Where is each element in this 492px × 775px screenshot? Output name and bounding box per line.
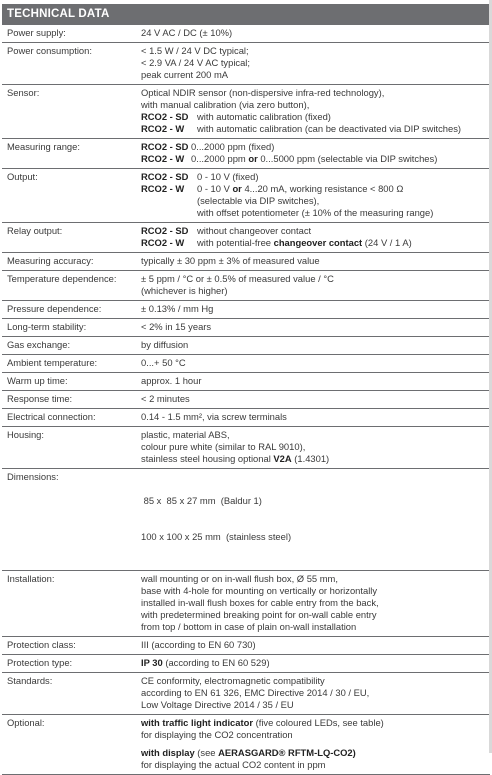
row-dimensions xyxy=(2,469,490,571)
model-sd: RCO2 - SD xyxy=(141,171,189,182)
value-line: with predetermined breaking point for on-wall cable entry xyxy=(141,609,377,620)
sd-text: 0 - 10 V (fixed) xyxy=(197,171,259,182)
value xyxy=(138,657,490,669)
value xyxy=(138,573,490,633)
or-word: or xyxy=(232,183,242,194)
label: Measuring range: xyxy=(7,141,80,152)
w-text-b: (24 V / 1 A) xyxy=(364,237,412,248)
w-text-a: 0...2000 ppm xyxy=(191,153,246,164)
w-line xyxy=(141,123,490,135)
section-header: TECHNICAL DATA xyxy=(2,4,490,25)
row-long-term-stability xyxy=(2,319,490,337)
w-line xyxy=(141,183,490,195)
value-line: < 2.9 VA / 24 V AC typical; xyxy=(141,57,250,68)
housing-material-code: (1.4301) xyxy=(294,453,330,464)
row-protection-class xyxy=(2,637,490,655)
traffic-light-cont: for displaying the CO2 concentration xyxy=(141,729,293,740)
display-brand: AERASGARD® RFTM-LQ-CO2) xyxy=(218,747,356,758)
traffic-light-text: (five coloured LEDs, see table) xyxy=(255,717,384,728)
value-line xyxy=(141,453,490,465)
ip-rating: IP 30 xyxy=(141,657,163,668)
w-text: with automatic calibration (can be deactivated via DIP switches) xyxy=(197,123,462,134)
label: Standards: xyxy=(7,675,53,686)
ip-standard: (according to EN 60 529) xyxy=(165,657,270,668)
row-response-time xyxy=(2,391,490,409)
row-protection-type xyxy=(2,655,490,673)
model-w: RCO2 - W xyxy=(141,153,185,164)
sd-text: with automatic calibration (fixed) xyxy=(197,111,331,122)
row-standards xyxy=(2,673,490,715)
label: Gas exchange: xyxy=(7,339,71,350)
value: 24 V AC / DC (± 10%) xyxy=(141,27,233,38)
sd-line xyxy=(141,171,490,183)
value xyxy=(138,87,490,135)
traffic-light-title: with traffic light indicator xyxy=(141,717,253,728)
label: Power supply: xyxy=(7,27,66,38)
w-bold: changeover contact xyxy=(273,237,363,248)
value-line: Optical NDIR sensor (non-dispersive infra-red technology), xyxy=(141,87,385,98)
value-line: (whichever is higher) xyxy=(141,285,228,296)
row-measuring-range xyxy=(2,139,490,169)
value-line: ± 5 ppm / °C or ± 0.5% of measured value / °C xyxy=(141,273,334,284)
value xyxy=(138,171,490,219)
row-housing xyxy=(2,427,490,469)
w-text-b: 0...5000 ppm (selectable via DIP switches) xyxy=(260,153,438,164)
row-optional xyxy=(2,715,490,775)
display-cont: for displaying the actual CO2 content in ppm xyxy=(141,759,326,770)
row-measuring-accuracy xyxy=(2,253,490,271)
w-text-a: with potential-free xyxy=(197,237,271,248)
housing-material: V2A xyxy=(273,453,292,464)
value-line: from top / bottom in case of plain on-wall installation xyxy=(141,621,357,632)
value-line: colour pure white (similar to RAL 9010), xyxy=(141,441,306,452)
row-warm-up-time xyxy=(2,373,490,391)
value-line: wall mounting or on in-wall flush box, Ø 55 mm, xyxy=(141,573,338,584)
display-text: (see xyxy=(197,747,216,758)
row-installation xyxy=(2,571,490,637)
row-temperature-dependence xyxy=(2,271,490,301)
value xyxy=(138,45,490,81)
row-sensor xyxy=(2,85,490,139)
value xyxy=(138,675,490,711)
housing-optional-text: stainless steel housing optional xyxy=(141,453,271,464)
w-line xyxy=(141,153,490,165)
w-text-a: 0 - 10 V xyxy=(197,183,230,194)
label: Warm up time: xyxy=(7,375,68,386)
value xyxy=(138,471,490,567)
w-cont-line: (selectable via DIP switches), xyxy=(197,195,320,206)
sd-text: without changeover contact xyxy=(197,225,312,236)
or-word: or xyxy=(248,153,258,164)
technical-data-sheet xyxy=(2,4,490,775)
w-line xyxy=(141,237,490,249)
w-text-b: 4...20 mA, working resistance < 800 Ω xyxy=(244,183,404,194)
value-line: 100 x 100 x 25 mm (stainless steel) xyxy=(141,531,292,542)
row-pressure-dependence xyxy=(2,301,490,319)
row-output xyxy=(2,169,490,223)
row-ambient-temperature xyxy=(2,355,490,373)
sd-line xyxy=(141,111,490,123)
label: Temperature dependence: xyxy=(7,273,117,284)
sd-text: 0...2000 ppm (fixed) xyxy=(191,141,275,152)
label: Output: xyxy=(7,171,38,182)
display-title: with display xyxy=(141,747,195,758)
label: Protection class: xyxy=(7,639,76,650)
w-cont-line: with offset potentiometer (± 10% of the measuring range) xyxy=(197,207,434,218)
label: Power consumption: xyxy=(7,45,92,56)
label: Optional: xyxy=(7,717,45,728)
traffic-light-line xyxy=(141,717,490,729)
value-line: 85 x 85 x 27 mm (Baldur 1) xyxy=(141,495,262,506)
value-line: according to EN 61 326, EMC Directive 2014 / 30 / EU, xyxy=(141,687,370,698)
label: Installation: xyxy=(7,573,55,584)
model-sd: RCO2 - SD xyxy=(141,141,189,152)
label: Response time: xyxy=(7,393,73,404)
model-sd: RCO2 - SD xyxy=(141,111,189,122)
label: Protection type: xyxy=(7,657,73,668)
label: Electrical connection: xyxy=(7,411,96,422)
label: Sensor: xyxy=(7,87,40,98)
value-line: < 1.5 W / 24 V DC typical; xyxy=(141,45,249,56)
value-line: CE conformity, electromagnetic compatibility xyxy=(141,675,325,686)
label: Ambient temperature: xyxy=(7,357,98,368)
value: approx. 1 hour xyxy=(141,375,202,386)
value: 0.14 - 1.5 mm², via screw terminals xyxy=(141,411,287,422)
label: Housing: xyxy=(7,429,45,440)
value xyxy=(138,429,490,465)
label: Measuring accuracy: xyxy=(7,255,94,266)
row-electrical-connection xyxy=(2,409,490,427)
sd-line xyxy=(141,225,490,237)
value-line: base with 4-hole for mounting on vertically or horizontally xyxy=(141,585,378,596)
row-power-consumption xyxy=(2,43,490,85)
row-relay-output xyxy=(2,223,490,253)
label: Long-term stability: xyxy=(7,321,87,332)
value: ± 0.13% / mm Hg xyxy=(141,303,214,314)
display-line xyxy=(141,747,490,759)
value: typically ± 30 ppm ± 3% of measured value xyxy=(141,255,320,266)
model-sd: RCO2 - SD xyxy=(141,225,189,236)
value-line: with manual calibration (via zero button), xyxy=(141,99,310,110)
row-gas-exchange xyxy=(2,337,490,355)
label: Dimensions: xyxy=(7,471,59,482)
value: 0...+ 50 °C xyxy=(141,357,186,368)
label: Relay output: xyxy=(7,225,63,236)
model-w: RCO2 - W xyxy=(141,123,185,134)
model-w: RCO2 - W xyxy=(141,183,185,194)
label: Pressure dependence: xyxy=(7,303,102,314)
value xyxy=(138,717,490,771)
row-power-supply xyxy=(2,25,490,43)
sd-line xyxy=(141,141,490,153)
value: < 2 minutes xyxy=(141,393,190,404)
value: < 2% in 15 years xyxy=(141,321,212,332)
value: by diffusion xyxy=(141,339,189,350)
value xyxy=(138,141,490,165)
value-line: installed in-wall flush boxes for cable entry from the back, xyxy=(141,597,379,608)
value xyxy=(138,273,490,297)
value-line: plastic, material ABS, xyxy=(141,429,230,440)
value: III (according to EN 60 730) xyxy=(141,639,256,650)
model-w: RCO2 - W xyxy=(141,237,185,248)
value-line: Low Voltage Directive 2014 / 35 / EU xyxy=(141,699,294,710)
value xyxy=(138,225,490,249)
value-line: peak current 200 mA xyxy=(141,69,229,80)
